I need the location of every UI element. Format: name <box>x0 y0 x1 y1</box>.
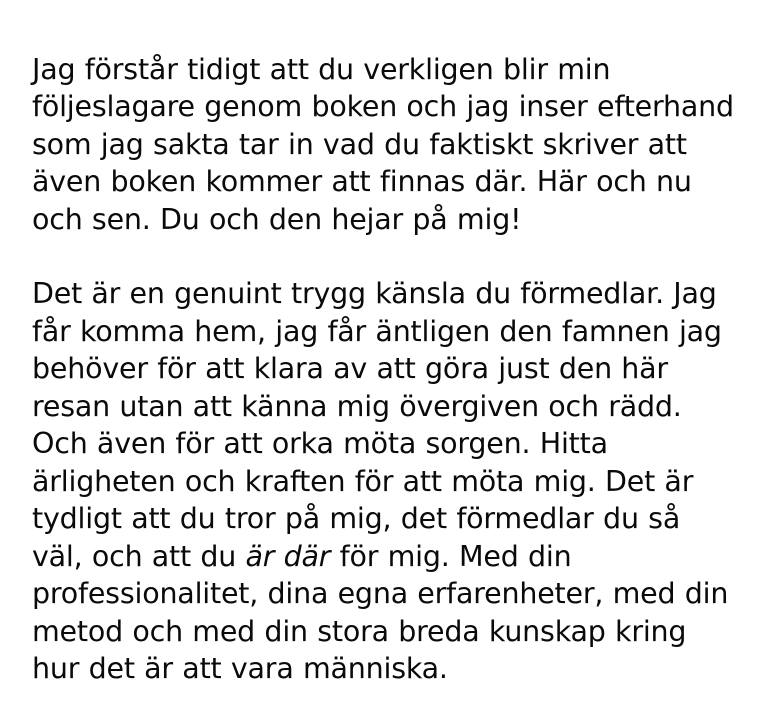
paragraph-2-emphasis: är där <box>245 539 331 573</box>
paragraph-2-text-after-emphasis: för mig. Med din professionalitet, dina egna erfarenheter, med din metod och med din stora breda kunskap kring hur det är att vara människa. <box>32 539 738 685</box>
paragraph-2-text-before-emphasis: Det är en genuint trygg känsla du förmedlar. Jag får komma hem, jag får äntligen den famnen jag behöver för att klara av att göra just den här resan utan att känna mig övergiven och rädd. Och även för att orka möta sorgen. Hitta ärligheten och kraften för att möta mig. Det är tydligt att du tror på mig, det förmedlar du så väl, och att du <box>32 277 732 573</box>
paragraph-1: Jag förstår tidigt att du verkligen blir min följeslagare genom boken och jag inser efterhand som jag sakta tar in vad du faktiskt skriver att även boken kommer att finnas där. Här och nu och sen. Du och den hejar på mig! <box>32 52 744 236</box>
paragraph-2 <box>32 275 738 688</box>
